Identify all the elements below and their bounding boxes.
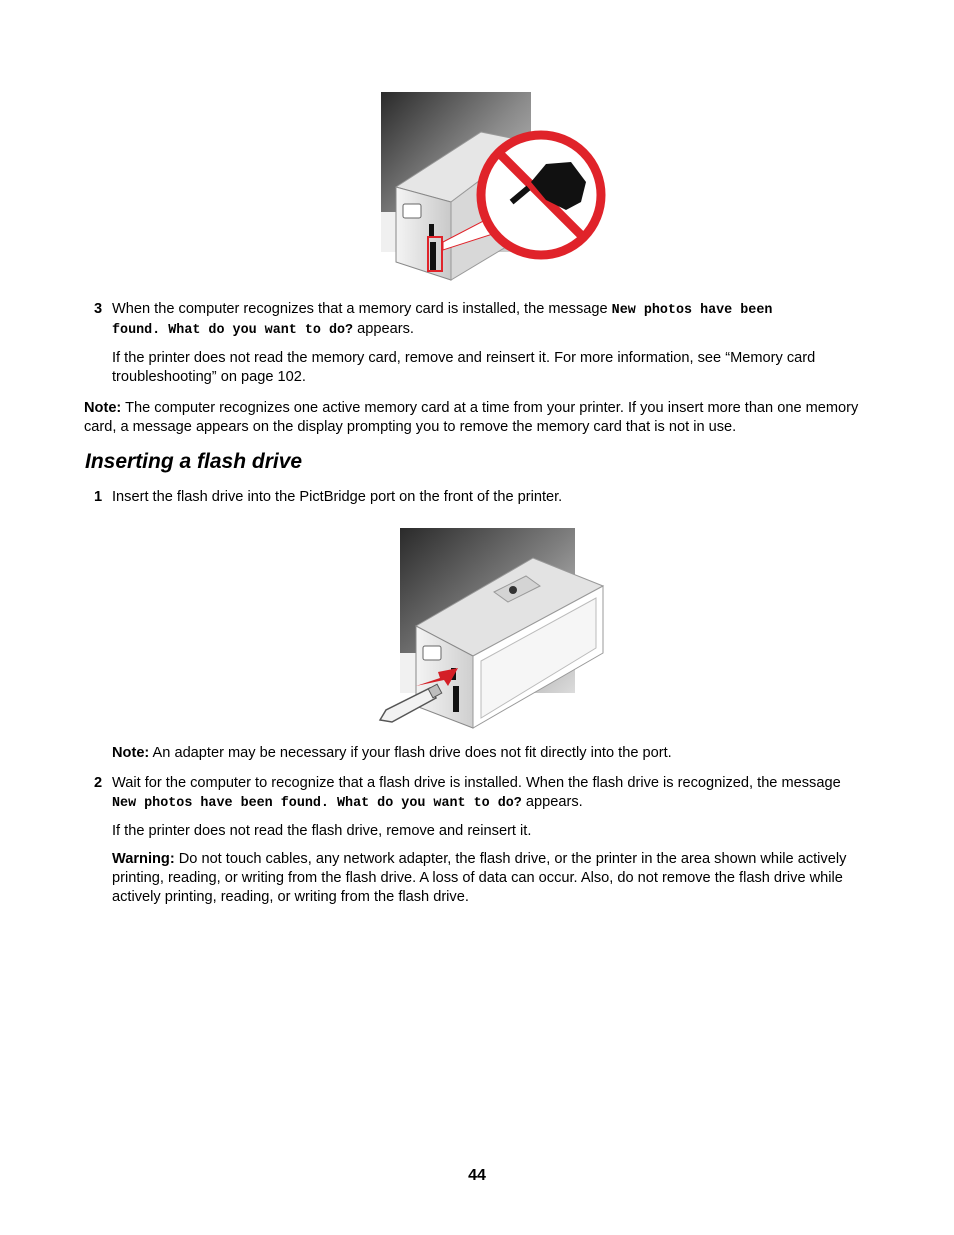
step-1-number: 1	[94, 489, 103, 505]
step-3-number: 3	[94, 301, 103, 317]
note-label: Note:	[112, 745, 150, 761]
step-3-text-after: appears.	[353, 321, 414, 337]
step-3-text	[112, 300, 882, 320]
note-adapter	[112, 744, 882, 763]
printer-no-touch-illustration	[381, 92, 606, 282]
step-2-text-after: appears.	[521, 794, 583, 810]
printer-flash-drive-illustration	[378, 528, 606, 730]
section-heading: Inserting a flash drive	[85, 450, 303, 473]
step-2-number: 2	[94, 775, 103, 791]
step-3-paragraph: If the printer does not read the memory card, remove and reinsert it. For more information, see “Memory card troubleshooting” on page 102.	[112, 350, 816, 385]
step-3-text-line2	[112, 320, 882, 340]
step-2-message-line	[112, 793, 882, 813]
step-2-text: Wait for the computer to recognize that a flash drive is installed. When the flash drive is recognized, the message	[112, 775, 841, 791]
note-memory-card	[84, 399, 874, 437]
warning-text: Do not touch cables, any network adapter, the flash drive, or the printer in the area shown while actively printing, reading, or writing from the flash drive. A loss of data can occur. Also, do not remove the flash drive while actively printing, reading, or writing from the flash drive.	[112, 851, 847, 905]
step-3-message-line1: New photos have been	[611, 303, 773, 318]
note-label: Note:	[84, 400, 122, 416]
step-3-message-line2: found. What do you want to do?	[112, 323, 354, 338]
note-text: An adapter may be necessary if your flash drive does not fit directly into the port.	[149, 745, 672, 761]
step-2-message: New photos have been found. What do you want to do?	[112, 796, 522, 811]
page-number: 44	[468, 1167, 486, 1184]
step-3-text-before: When the computer recognizes that a memory card is installed, the message	[112, 301, 612, 317]
warning-block	[112, 850, 882, 907]
step-2-paragraph: If the printer does not read the flash drive, remove and reinsert it.	[112, 823, 532, 839]
note-text: The computer recognizes one active memory card at a time from your printer. If you insert more than one memory card, a message appears on the display prompting you to remove the memory card that is not in use.	[84, 400, 859, 435]
step-1-text: Insert the flash drive into the PictBridge port on the front of the printer.	[112, 489, 563, 505]
warning-label: Warning:	[112, 851, 175, 867]
